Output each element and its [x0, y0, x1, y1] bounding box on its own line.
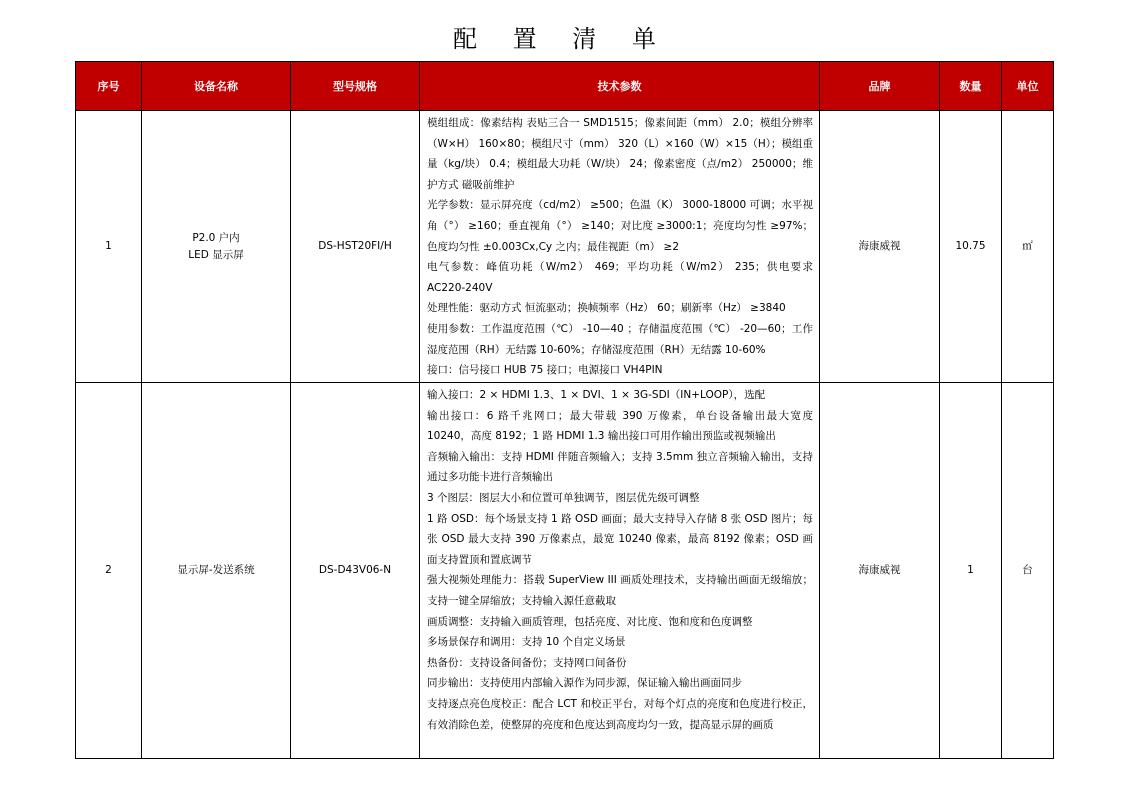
config-table [75, 61, 1054, 759]
cell-unit: 台 [1002, 383, 1054, 759]
param-line: 画质调整：支持输入画质管理，包括亮度、对比度、饱和度和色度调整 [427, 615, 753, 628]
header-tech-params: 技术参数 [420, 62, 820, 111]
cell-tech-params [420, 383, 820, 759]
param-line: 使用参数：工作温度范围（℃） -10—40 ；存储温度范围（℃） -20—60；工作湿度范围（RH）无结露 10-60%；存储湿度范围（RH）无结露 10-60% [427, 322, 813, 356]
header-device-name: 设备名称 [142, 62, 291, 111]
param-line: 音频输入输出：支持 HDMI 伴随音频输入；支持 3.5mm 独立音频输入输出，支持通过多功能卡进行音频输出 [427, 450, 813, 484]
param-line: 多场景保存和调用：支持 10 个自定义场景 [427, 636, 626, 649]
cell-model: DS-HST20FI/H [291, 111, 420, 383]
param-line: 输入接口：2 × HDMI 1.3、1 × DVI、1 × 3G-SDI（IN+LOOP），选配 [427, 389, 766, 401]
cell-unit: ㎡ [1002, 111, 1054, 383]
header-model: 型号规格 [291, 62, 420, 111]
cell-index: 1 [76, 111, 142, 383]
cell-brand: 海康威视 [820, 383, 940, 759]
header-unit: 单位 [1002, 62, 1054, 111]
table-row [76, 111, 1054, 383]
cell-model: DS-D43V06-N [291, 383, 420, 759]
param-line: 光学参数：显示屏亮度（cd/m2） ≥500；色温（K） 3000-18000 可调；水平视角（°） ≥160；垂直视角（°） ≥140；对比度 ≥3000:1；亮度均匀性 ≥97%；色度均匀性 ±0.003Cx,Cy 之内；最佳视距（m） ≥2 [427, 199, 813, 253]
param-line: 处理性能：驱动方式 恒流驱动；换帧频率（Hz） 60；刷新率（Hz） ≥3840 [427, 302, 786, 315]
cell-index: 2 [76, 383, 142, 759]
cell-quantity: 10.75 [940, 111, 1002, 383]
device-name-line: 显示屏-发送系统 [177, 564, 255, 576]
param-line: 支持逐点亮色度校正：配合 LCT 和校正平台，对每个灯点的亮度和色度进行校正，有效消除色差，使整屏的亮度和色度达到高度均匀一致，提高显示屏的画质 [427, 697, 813, 731]
param-line: 热备份：支持设备间备份；支持网口间备份 [427, 656, 627, 669]
cell-device-name [142, 383, 291, 759]
param-line: 3 个图层：图层大小和位置可单独调节，图层优先级可调整 [427, 491, 700, 504]
param-line: 接口：信号接口 HUB 75 接口；电源接口 VH4PIN [427, 364, 663, 377]
header-quantity: 数量 [940, 62, 1002, 111]
device-name-line: P2.0 户内 [192, 231, 240, 244]
param-line: 同步输出：支持使用内部输入源作为同步源，保证输入输出画面同步 [427, 677, 742, 690]
table-row [76, 383, 1054, 759]
cell-device-name [142, 111, 291, 383]
header-index: 序号 [76, 62, 142, 111]
cell-brand: 海康威视 [820, 111, 940, 383]
device-name-line: LED 显示屏 [188, 248, 244, 261]
cell-quantity: 1 [940, 383, 1002, 759]
param-line: 电气参数：峰值功耗（W/m2） 469；平均功耗（W/m2） 235；供电要求 AC220-240V [427, 261, 813, 294]
param-line: 模组组成：像素结构 表贴三合一 SMD1515；像素间距（mm） 2.0；模组分辨率（W×H） 160×80；模组尺寸（mm） 320（L）×160（W）×15（H）；模组重量（kg/块） 0.4；模组最大功耗（W/块） 24；像素密度（点/m2） 250000；维护方式 磁吸前维护 [427, 117, 813, 191]
page-title: 配 置 清 单 [453, 25, 670, 53]
param-line: 1 路 OSD：每个场景支持 1 路 OSD 画面；最大支持导入存储 8 张 OSD 图片；每张 OSD 最大支持 390 万像素点，最宽 10240 像素，最高 8192 像素；OSD 画面支持置顶和置底调节 [427, 512, 813, 566]
cell-tech-params [420, 111, 820, 383]
param-line: 输出接口：6 路千兆网口；最大带载 390 万像素，单台设备输出最大宽度 10240，高度 8192；1 路 HDMI 1.3 输出接口可用作输出预监或视频输出 [427, 409, 813, 443]
param-line: 强大视频处理能力：搭载 SuperView III 画质处理技术，支持输出画面无级缩放；支持一键全屏缩放；支持输入源任意截取 [427, 574, 813, 607]
header-row [76, 62, 1054, 111]
header-brand: 品牌 [820, 62, 940, 111]
